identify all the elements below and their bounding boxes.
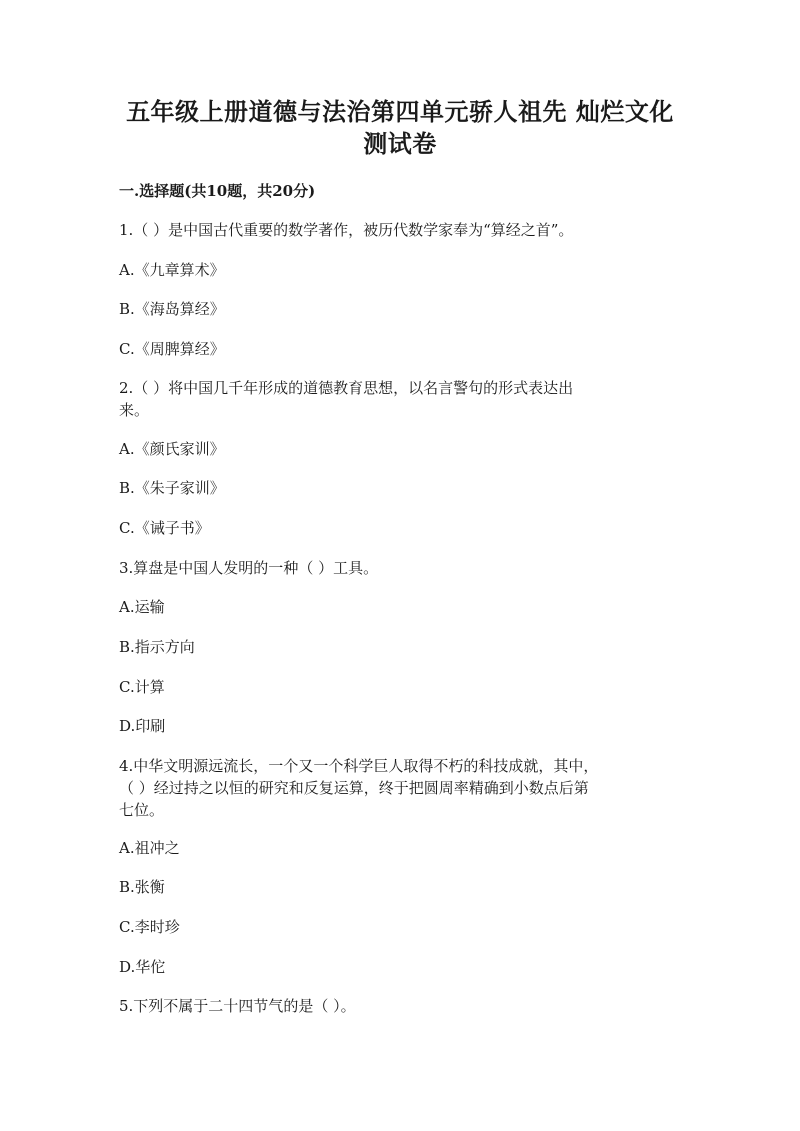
question-2-stem-line-1: 2.（ ）将中国几千年形成的道德教育思想，以名言警句的形式表达出: [119, 379, 574, 397]
question-4-option-c: C.李时珍: [119, 918, 180, 936]
question-1-option-a: A.《九章算术》: [119, 261, 225, 279]
question-3-stem: 3.算盘是中国人发明的一种（ ）工具。: [119, 559, 379, 577]
question-3-option-b: B.指示方向: [119, 638, 195, 656]
question-3-option-d: D.印刷: [119, 717, 166, 735]
question-2-option-a: A.《颜氏家训》: [119, 440, 225, 458]
question-2-option-b: B.《朱子家训》: [119, 479, 225, 497]
question-1-option-c: C.《周脾算经》: [119, 340, 225, 358]
page-title-line-1: 五年级上册道德与法治第四单元骄人祖先 灿烂文化: [126, 97, 674, 126]
question-1-option-b: B.《海岛算经》: [119, 300, 225, 318]
question-4-option-b: B.张衡: [119, 878, 165, 896]
page-title-line-2: 测试卷: [363, 129, 437, 158]
section-heading: 一.选择题(共10题，共20分): [119, 182, 316, 200]
question-4-option-a: A.祖冲之: [119, 839, 180, 857]
question-4-option-d: D.华佗: [119, 958, 166, 976]
question-5-stem: 5.下列不属于二十四节气的是（ ）。: [119, 997, 356, 1015]
question-2-stem-line-2: 来。: [119, 401, 150, 419]
question-4-stem-line-2: （ ）经过持之以恒的研究和反复运算，终于把圆周率精确到小数点后第: [119, 779, 589, 797]
question-2-option-c: C.《诫子书》: [119, 519, 210, 537]
question-4-stem-line-3: 七位。: [119, 801, 165, 819]
question-4-stem-line-1: 4.中华文明源远流长，一个又一个科学巨人取得不朽的科技成就，其中，: [119, 757, 599, 775]
question-3-option-c: C.计算: [119, 678, 165, 696]
question-3-option-a: A.运输: [119, 598, 165, 616]
question-1-stem: 1.（ ）是中国古代重要的数学著作，被历代数学家奉为“算经之首”。: [119, 221, 574, 239]
